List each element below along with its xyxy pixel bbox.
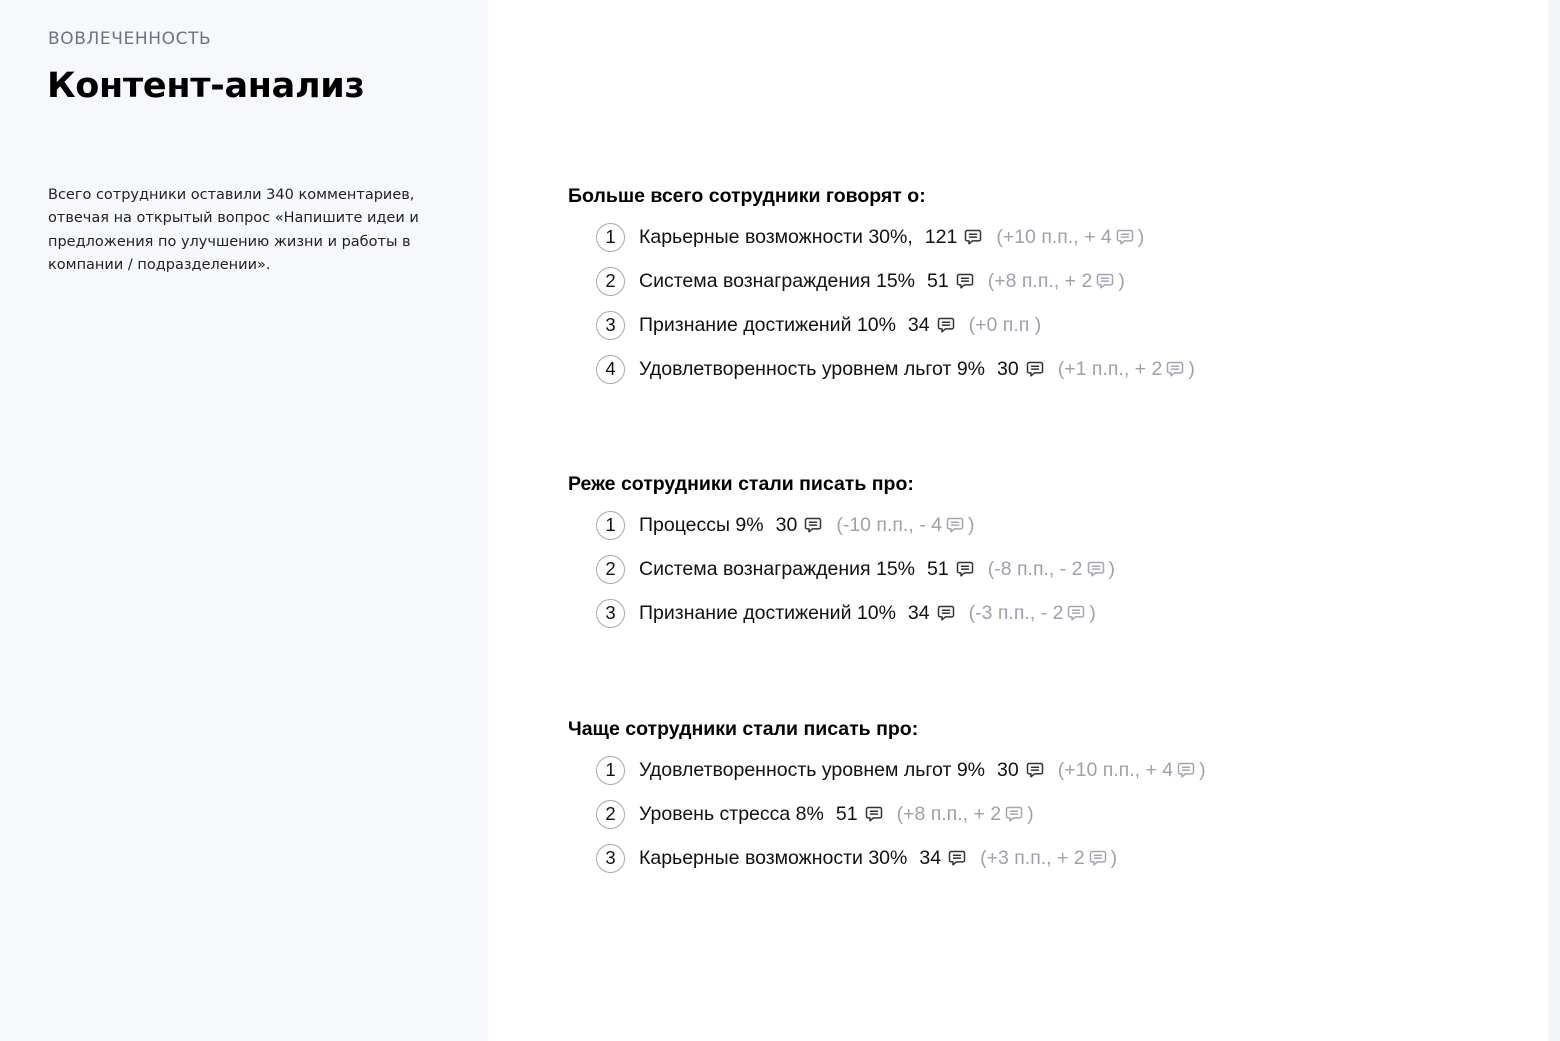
topic-list: [596, 503, 1115, 635]
change-delta: [980, 847, 1117, 870]
delta-value: (+8 п.п., + 2: [896, 802, 1002, 825]
change-delta: [988, 270, 1125, 293]
rank-number: 2: [605, 270, 616, 291]
delta-value: (+8 п.п., + 2: [987, 269, 1093, 292]
delta-close: ): [1199, 758, 1206, 781]
topic-list: [596, 215, 1195, 391]
comment-icon: [1096, 273, 1114, 290]
delta-value: (-8 п.п., - 2: [987, 557, 1083, 580]
comment-icon: [1026, 762, 1044, 779]
list-item: [596, 591, 1115, 635]
section-less-often: [568, 471, 1116, 624]
delta-close: ): [1027, 802, 1034, 825]
delta-close: ): [1137, 225, 1145, 248]
section-most-discussed: [568, 183, 1195, 380]
comment-count: 30: [997, 357, 1019, 380]
page-title: Контент-анализ: [47, 66, 365, 106]
list-item: [596, 748, 1206, 792]
comment-count: 34: [907, 601, 930, 624]
comment-icon: [964, 229, 982, 246]
scrollbar[interactable]: [1548, 0, 1560, 1041]
topic-list: [596, 748, 1206, 880]
list-item: [596, 303, 1195, 347]
section-eyebrow: ВОВЛЕЧЕННОСТЬ: [48, 29, 212, 49]
comment-icon: [1087, 561, 1105, 578]
section-heading: Больше всего сотрудники говорят о:: [568, 185, 926, 207]
comment-count: 34: [919, 846, 942, 869]
rank-badge: [596, 599, 625, 628]
comment-count: 34: [907, 313, 930, 336]
change-delta: [969, 314, 1042, 337]
comment-count: 51: [927, 557, 949, 580]
delta-value: (+0 п.п ): [968, 313, 1042, 336]
comment-icon: [948, 850, 966, 867]
comment-count: 51: [927, 269, 949, 292]
delta-close: ): [1110, 846, 1118, 869]
rank-badge: [596, 555, 625, 584]
list-item: [596, 215, 1195, 259]
comment-icon: [804, 517, 822, 534]
rank-number: 4: [605, 358, 616, 379]
section-more-often: [568, 716, 1206, 869]
delta-value: (+1 п.п., + 2: [1057, 357, 1163, 380]
comment-count: 30: [997, 758, 1019, 781]
delta-value: (+10 п.п., + 4: [1057, 758, 1174, 781]
comment-icon: [1005, 806, 1023, 823]
topic-label: Признание достижений 10%: [639, 313, 896, 336]
rank-badge: [596, 800, 625, 829]
comment-count: 51: [835, 802, 858, 825]
rank-number: 1: [605, 226, 616, 247]
rank-badge: [596, 756, 625, 785]
change-delta: [996, 226, 1144, 249]
comment-icon: [937, 317, 955, 334]
comment-icon: [956, 273, 974, 290]
topic-label: Карьерные возможности 30%: [639, 846, 908, 869]
delta-close: ): [967, 513, 975, 536]
delta-value: (-10 п.п., - 4: [836, 513, 942, 536]
comment-count: 30: [775, 513, 798, 536]
comment-icon: [1116, 229, 1134, 246]
rank-number: 3: [605, 602, 616, 623]
rank-number: 1: [605, 514, 616, 535]
rank-number: 2: [605, 803, 616, 824]
list-item: [596, 792, 1206, 836]
rank-number: 3: [605, 314, 616, 335]
rank-number: 3: [605, 847, 616, 868]
sidebar: [0, 0, 488, 1041]
rank-badge: [596, 267, 625, 296]
list-item: [596, 547, 1115, 591]
rank-badge: [596, 355, 625, 384]
rank-badge: [596, 511, 625, 540]
section-heading: Реже сотрудники стали писать про:: [568, 473, 914, 495]
topic-label: Процессы 9%: [639, 513, 764, 536]
section-heading: Чаще сотрудники стали писать про:: [568, 718, 919, 740]
comment-icon: [1166, 361, 1184, 378]
comment-icon: [1067, 605, 1085, 622]
comment-icon: [946, 517, 964, 534]
delta-close: ): [1108, 557, 1116, 580]
intro-text: Всего сотрудники оставили 340 комментариев, отвечая на открытый вопрос «Напишите идеи и предложения по улучшению жизни и работы в компании / подразделении».: [48, 187, 419, 274]
list-item: [596, 836, 1206, 880]
rank-badge: [596, 311, 625, 340]
delta-close: ): [1118, 269, 1125, 292]
comment-icon: [1026, 361, 1044, 378]
topic-label: Система вознаграждения 15%: [639, 269, 916, 292]
list-item: [596, 259, 1195, 303]
delta-value: (-3 п.п., - 2: [968, 601, 1064, 624]
change-delta: [836, 514, 974, 537]
change-delta: [969, 602, 1096, 625]
topic-label: Удовлетворенность уровнем льгот 9%: [639, 357, 986, 380]
delta-close: ): [1188, 357, 1195, 380]
topic-label: Уровень стресса 8%: [639, 802, 824, 825]
list-item: [596, 503, 1115, 547]
comment-icon: [937, 605, 955, 622]
topic-label: Система вознаграждения 15%: [639, 557, 916, 580]
comment-icon: [956, 561, 974, 578]
delta-value: (+3 п.п., + 2: [980, 846, 1085, 869]
topic-label: Удовлетворенность уровнем льгот 9%: [639, 758, 986, 781]
change-delta: [1058, 759, 1206, 782]
comment-icon: [1089, 850, 1107, 867]
rank-badge: [596, 223, 625, 252]
rank-number: 2: [605, 558, 616, 579]
rank-badge: [596, 844, 625, 873]
comment-icon: [865, 806, 883, 823]
topic-label: Признание достижений 10%: [639, 601, 896, 624]
change-delta: [897, 803, 1034, 826]
change-delta: [1058, 358, 1195, 381]
rank-number: 1: [605, 759, 616, 780]
comment-icon: [1177, 762, 1195, 779]
delta-value: (+10 п.п., + 4: [996, 225, 1112, 248]
delta-close: ): [1089, 601, 1096, 624]
change-delta: [988, 558, 1115, 581]
topic-label: Карьерные возможности 30%,: [639, 225, 913, 248]
list-item: [596, 347, 1195, 391]
comment-count: 121: [924, 225, 958, 248]
